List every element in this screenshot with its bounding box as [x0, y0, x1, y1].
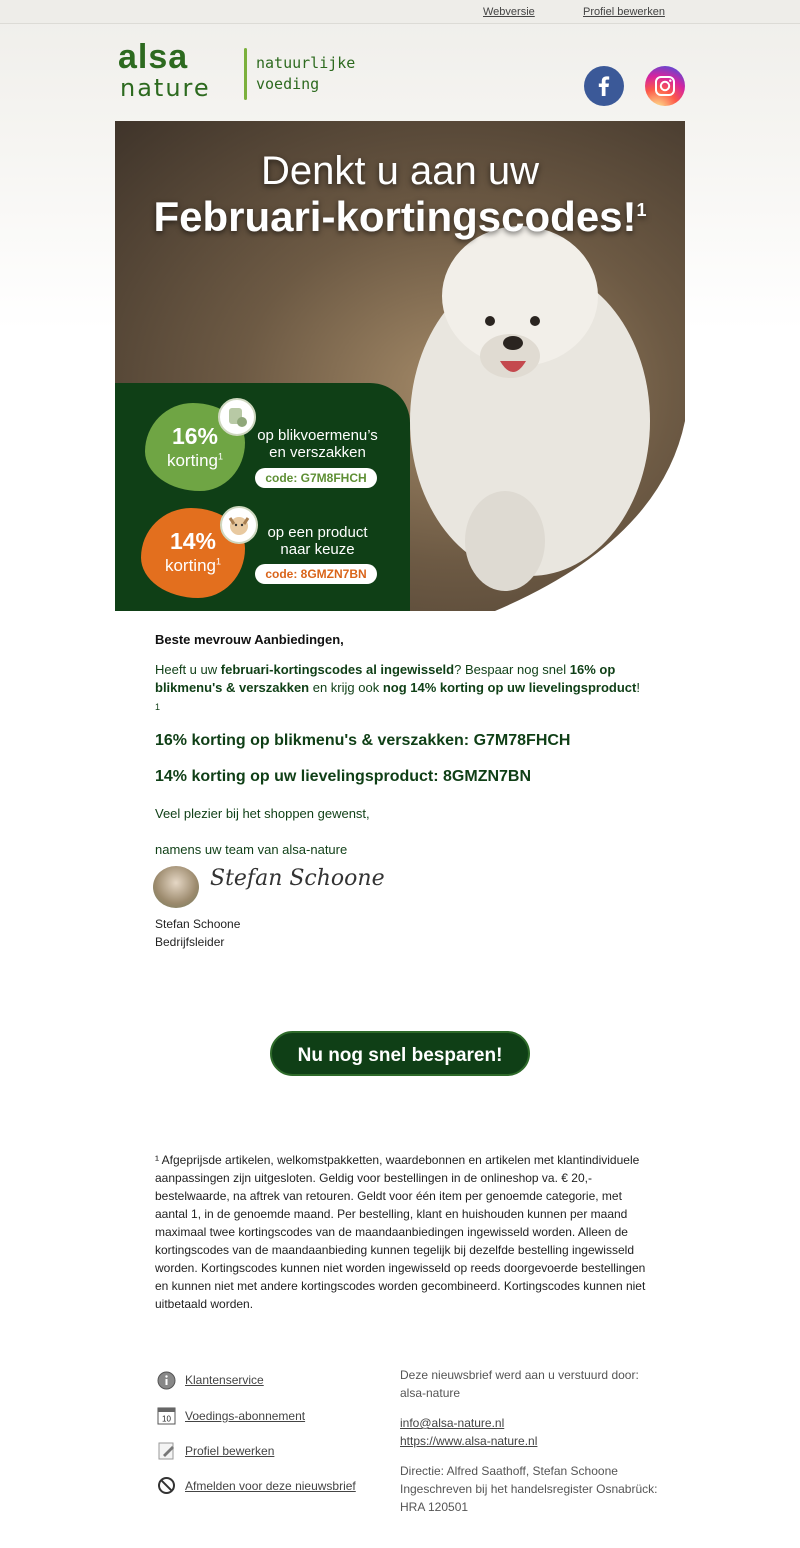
- hra-number: HRA 120501: [400, 1500, 469, 1514]
- dog-face-icon: [220, 506, 258, 544]
- alsa-nature-logo[interactable]: [118, 38, 378, 104]
- unsubscribe-link[interactable]: Afmelden voor deze nieuwsbrief: [185, 1479, 356, 1493]
- edit-profile-link[interactable]: Profiel bewerken: [583, 6, 665, 18]
- hero-headline-2: Februari-kortingscodes!$^1$: [153, 193, 647, 240]
- offer2-text: op een product naar keuze: [267, 524, 368, 558]
- offer1-label: korting$^1$: [166, 451, 224, 470]
- footnote: ¹ Afgeprijsde artikelen, welkomstpakketten, waardebonnen en artikelen met klantindividuele aanpassingen zijn uitgesloten. Geldig voor bestellingen in de onlineshop va. € 20,- bestelwaarde, na aftrek van retouren. Geldt voor één item per genoemde categorie, met aantal 1, in de genoemde maand. Per bestelling, klant en huishouden kunnen per maand maximaal twee kortingscodes van de maandaanbiedingen ingewisseld worden. Alleen de kortingscodes van de maandaanbieding kunnen tegelijk bij dezelfde bestelling ingewisseld worden. Kortingscodes kunnen niet worden ingewisseld op reeds doorgevoerde bestellingen en kunnen niet met andere kortingscodes worden gecombineerd. Kortingscodes kunnen niet uitbetaald worden.: [155, 1153, 646, 1311]
- hero-banner[interactable]: [115, 121, 685, 611]
- offer2-code: code: 8GMZN7BN: [255, 564, 377, 584]
- webversion-link[interactable]: Webversie: [483, 6, 535, 18]
- instagram-icon[interactable]: [645, 66, 685, 106]
- top-bar: [0, 0, 800, 24]
- logo-brand-top: alsa: [118, 38, 189, 76]
- unsubscribe-icon: [157, 1476, 176, 1495]
- info-icon: [157, 1371, 176, 1390]
- closing-2: namens uw team van alsa-nature: [155, 842, 348, 857]
- offer2-label: korting$^1$: [164, 556, 222, 575]
- edit-profile-footer-link[interactable]: Profiel bewerken: [185, 1444, 275, 1458]
- offer1-percent: 16%: [171, 423, 219, 449]
- logo-tagline-2: voeding: [256, 75, 320, 93]
- sent-by-line-1: Deze nieuwsbrief werd aan u verstuurd door:: [400, 1368, 639, 1382]
- signer-role: Bedrijfsleider: [155, 935, 225, 949]
- svg-text:10: 10: [162, 1414, 171, 1424]
- direction-info: Directie: Alfred Saathoff, Stefan Schoone: [400, 1464, 618, 1478]
- calendar-icon: [157, 1406, 176, 1425]
- save-now-button[interactable]: Nu nog snel besparen!: [270, 1031, 530, 1076]
- logo-brand-bottom: nature: [120, 74, 211, 102]
- closing-1: Veel plezier bij het shoppen gewenst,: [155, 806, 370, 821]
- code-line-2: 14% korting op uw lievelingsproduct: 8GMZN7BN: [155, 768, 532, 785]
- intro-paragraph: Heeft u uw februari-kortingscodes al ingewisseld? Bespaar nog snel 16% op blikmenu's & verszakken en krijg ook nog 14% korting op uw lievelingsproduct! 1: [155, 662, 640, 712]
- logo-tagline-1: natuurlijke: [256, 54, 356, 72]
- greeting: Beste mevrouw Aanbiedingen,: [155, 632, 344, 647]
- signer-name: Stefan Schoone: [155, 917, 241, 931]
- register-info: Ingeschreven bij het handelsregister Osnabrück:: [400, 1482, 658, 1496]
- signature: Stefan Schoone: [210, 866, 385, 891]
- hero-headline-1: Denkt u aan uw: [261, 149, 539, 193]
- offer2-percent: 14%: [169, 528, 217, 554]
- can-icon: [218, 398, 256, 436]
- facebook-icon[interactable]: [584, 66, 624, 106]
- email-link[interactable]: info@alsa-nature.nl: [400, 1416, 505, 1430]
- logo-divider: [244, 48, 247, 100]
- offer1-text: op blikvoermenu’s en verszakken: [257, 427, 378, 461]
- customer-service-link[interactable]: Klantenservice: [185, 1373, 264, 1387]
- avatar: [153, 866, 199, 908]
- edit-icon: [157, 1441, 176, 1460]
- food-subscription-link[interactable]: Voedings-abonnement: [185, 1409, 306, 1423]
- website-link[interactable]: https://www.alsa-nature.nl: [400, 1434, 538, 1448]
- code-line-1: 16% korting op blikmenu's & verszakken: G7M78FHCH: [155, 732, 571, 749]
- sent-by-line-2: alsa-nature: [400, 1386, 461, 1400]
- offer1-code: code: G7M8FHCH: [255, 468, 377, 488]
